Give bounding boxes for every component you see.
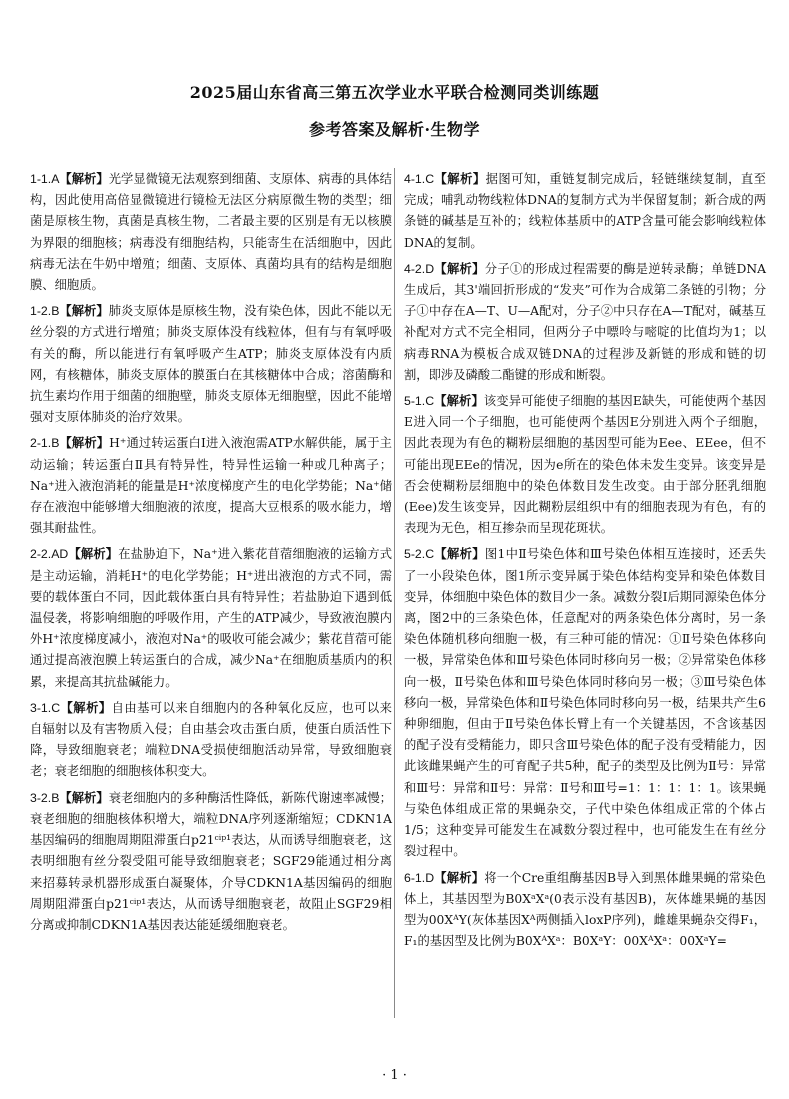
answer-number: 1-1.A <box>30 172 60 186</box>
answer-item <box>30 168 392 296</box>
analysis-text: 将一个Cre重组酶基因B导入到黑体雌果蝇的常染色体上，其基因型为B0XᵃXᵃ(0表示没有基因B)，灰体雄果蝇的基因型为00XᴬY(灰体基因Xᴬ两侧插入loxP序列)，雌雄果蝇杂交得F₁，F₁的基因型及比例为B0XᴬXᵃ：B0XᵃY：00XᴬXᵃ：00XᵃY= <box>404 870 766 949</box>
analysis-tag: 【解析】 <box>434 260 485 276</box>
answer-number: 3-2.B <box>30 790 60 805</box>
answer-number: 1-2.B <box>30 304 60 319</box>
analysis-text: 光学显微镜无法观察到细菌、支原体、病毒的具体结构，因此使用高倍显微镜进行镜检无法区分病原微生物的类型；细菌是原核生物，真菌是真核生物，二者最主要的区别是有无以核膜为界限的细胞核；病毒没有细胞结构，只能寄生在活细胞中，因此病毒无法在牛奶中增殖；细菌、支原体、真菌均具有的结构是细胞膜、细胞质。 <box>30 172 392 293</box>
analysis-tag: 【解析】 <box>60 699 112 715</box>
analysis-text: 该变异可能使子细胞的基因E缺失，可能使两个基因E进入同一个子细胞，也可能使两个基因E分别进入两个子细胞，因此表现为有色的糊粉层细胞的基因型可能为Eee、EEee，但不可能出现EEe的情况，因为e所在的染色体未发生变异。该变异是否会使糊粉层细胞中的染色体数目发生改变。由于部分胚乳细胞(Eee)发生该变异，因此糊粉层组织中有的细胞表现为有色，有的表现为无色，相互掺杂而呈现花斑状。 <box>404 394 766 536</box>
answer-number: 2-2.AD <box>30 547 69 562</box>
analysis-tag: 【解析】 <box>434 546 485 562</box>
answer-item <box>30 787 392 936</box>
analysis-text: 在盐胁迫下，Na⁺进入紫花苜蓿细胞液的运输方式是主动运输，消耗H⁺的电化学势能；H⁺进出液泡的方式不同，需要的载体蛋白不同，因此载体蛋白具有特异性；若盐胁迫下遇到低温侵袭，将影响细胞的呼吸作用，产生的ATP减少，导致液泡膜内外H⁺浓度梯度减小，液泡对Na⁺的吸收可能会减少；紫花苜蓿可能通过提高液泡膜上转运蛋白的合成，减少Na⁺在细胞质基质内的积累，来提高其抗盐碱能力。 <box>30 547 392 689</box>
analysis-text: 分子①的形成过程需要的酶是逆转录酶；单链DNA生成后，其3'端回折形成的“发夹”可作为合成第二条链的引物；分子①中存在A—T、U—A配对，分子②中只存在A—T配对，碱基互补配对方式不完全相同，但两分子中嘌呤与嘧啶的比值均为1；以病毒RNA为模板合成双链DNA的过程涉及新链的形成和链的切割，即涉及磷酸二酯键的形成和断裂。 <box>404 261 766 382</box>
analysis-tag: 【解析】 <box>59 303 109 319</box>
document-subtitle: 参考答案及解析·生物学 <box>308 120 481 139</box>
answer-item <box>30 543 392 692</box>
answer-item <box>404 258 766 386</box>
answer-item <box>404 867 766 953</box>
answer-item <box>30 300 392 428</box>
analysis-text: 据图可知，重链复制完成后，轻链继续复制，直至完成；哺乳动物线粒体DNA的复制方式为半保留复制；新合成的两条链的碱基是互补的；线粒体基质中的ATP含量可能会影响线粒体DNA的复制。 <box>404 172 766 250</box>
answer-number: 4-2.D <box>404 261 435 276</box>
analysis-tag: 【解析】 <box>434 393 484 409</box>
analysis-tag: 【解析】 <box>434 171 486 186</box>
analysis-text: 图1中Ⅱ号染色体和Ⅲ号染色体相互连接时，还丢失了一小段染色体，图1所示变异属于染色体结构变异和染色体数目变异，体细胞中染色体的数目少一条。减数分裂Ⅰ后期同源染色体分离，图2中的三条染色体，任意配对的两条染色体分离时，另一条染色体随机移向细胞一极，有三种可能的情况：①Ⅱ号染色体移向一极，异常染色体和Ⅲ号染色体同时移向另一极；②异常染色体移向一极，Ⅱ号染色体和Ⅲ号染色体同时移向另一极；③Ⅲ号染色体移向一极，异常染色体和Ⅱ号染色体同时移向另一极，结果共产生6种卵细胞，但由于Ⅱ号染色体长臂上有一个关键基因，不含该基因的配子没有受精能力，即只含Ⅲ号染色体的配子没有受精能力，因此该雌果蝇产生的可育配子共5种，配子的类型及比例为Ⅱ号：异常和Ⅲ号：异常和Ⅱ号：异常：Ⅱ号和Ⅲ号=1：1：1：1：1。该果蝇与染色体组成正常的果蝇杂交，子代中染色体组成正常的个体占1/5；这种变异可能发生在减数分裂过程中，也可能发生在有丝分裂过程中。 <box>404 547 766 859</box>
analysis-tag: 【解析】 <box>59 789 109 805</box>
analysis-tag: 【解析】 <box>68 546 119 562</box>
answer-number: 4-1.C <box>404 172 435 186</box>
right-column <box>404 168 766 956</box>
analysis-tag: 【解析】 <box>59 435 110 451</box>
analysis-text: 衰老细胞内的多种酶活性降低，新陈代谢速率减慢；衰老细胞的细胞核体积增大，端粒DNA序列逐渐缩短；CDKN1A基因编码的细胞周期阻滞蛋白p21ᶜⁱᵖ¹表达，从而诱导细胞衰老，这表明细胞有丝分裂受阻可能导致细胞衰老；SGF29能通过相分离来招募转录机器形成蛋白凝聚体，介导CDKN1A基因编码的细胞周期阻滞蛋白p21ᶜⁱᵖ¹表达，从而诱导细胞衰老，故阻止SGF29相分离或抑制CDKN1A基因表达能延缓细胞衰老。 <box>30 790 392 932</box>
analysis-text: 肺炎支原体是原核生物，没有染色体，因此不能以无丝分裂的方式进行增殖；肺炎支原体没有线粒体，但有与有氧呼吸有关的酶，所以能进行有氧呼吸产生ATP；肺炎支原体没有内质网，有核糖体，肺炎支原体的膜蛋白在其核糖体中合成；溶菌酶和抗生素均作用于细菌的细胞壁，肺炎支原体无细胞壁，因此不能增强对支原体肺炎的治疗效果。 <box>30 304 392 425</box>
answer-number: 5-1.C <box>404 394 435 409</box>
answer-item <box>30 432 392 539</box>
answer-number: 5-2.C <box>404 547 435 562</box>
answer-item <box>404 390 766 539</box>
answer-number: 2-1.B <box>30 436 60 451</box>
analysis-tag: 【解析】 <box>59 171 109 186</box>
answer-item <box>30 697 392 783</box>
answer-item <box>404 168 766 254</box>
column-divider <box>394 168 395 1018</box>
answer-number: 6-1.D <box>404 870 435 885</box>
page-number: · 1 · <box>382 1068 407 1083</box>
answer-item <box>404 543 766 862</box>
left-column <box>30 168 392 940</box>
analysis-tag: 【解析】 <box>434 869 485 885</box>
analysis-text: H⁺通过转运蛋白Ⅰ进入液泡需ATP水解供能，属于主动运输；转运蛋白Ⅱ具有特异性，特异性运输一种或几种离子；Na⁺进入液泡消耗的能量是H⁺浓度梯度产生的电化学势能；Na⁺储存在液泡中能够增大细胞液的浓度，提高大豆根系的吸水能力，增强其耐盐性。 <box>30 436 392 536</box>
analysis-text: 自由基可以来自细胞内的各种氧化反应，也可以来自辐射以及有害物质入侵；自由基会攻击蛋白质，使蛋白质活性下降，导致细胞衰老；端粒DNA受损使细胞活动异常，导致细胞衰老；衰老细胞的细胞核体积变大。 <box>30 700 392 779</box>
answer-number: 3-1.C <box>30 700 61 715</box>
document-title: 2025届山东省高三第五次学业水平联合检测同类训练题 <box>189 83 600 102</box>
